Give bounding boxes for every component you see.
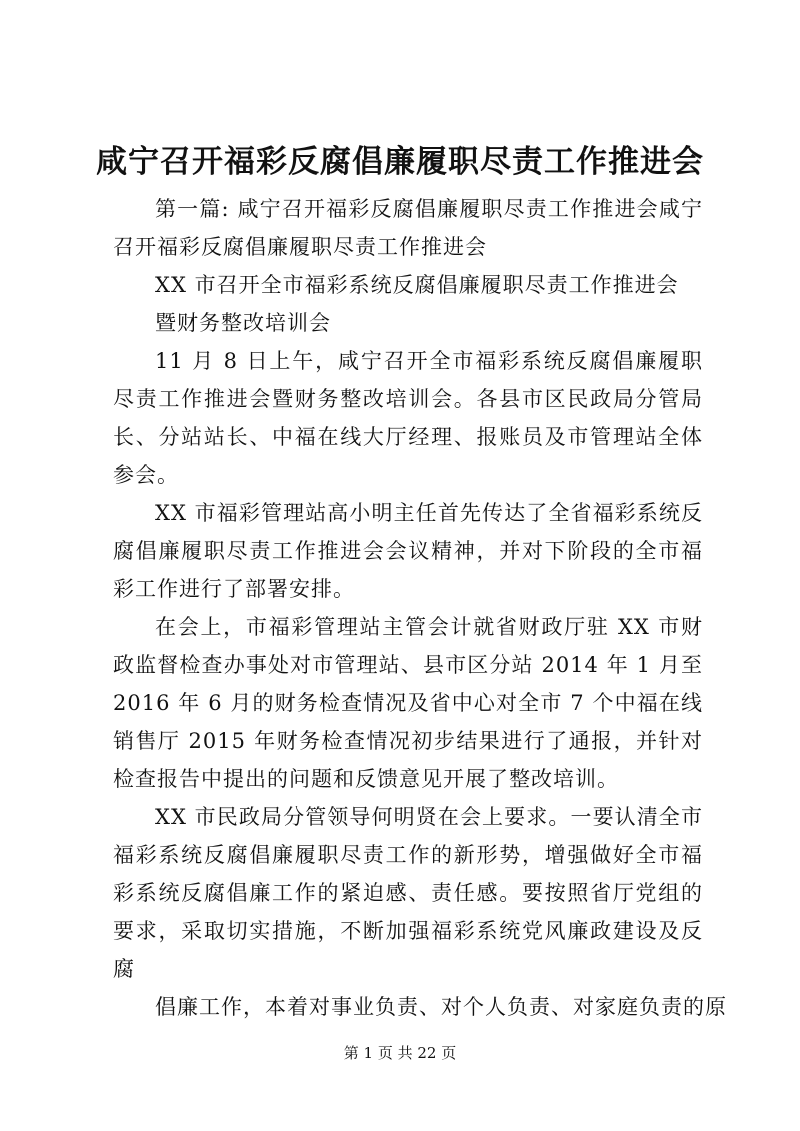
paragraph-7: XX 市民政局分管领导何明贤在会上要求。一要认清全市福彩系统反腐倡廉履职尽责工作的新形势，增强做好全市福彩系统反腐倡廉工作的紧迫感、责任感。要按照省厅党组的要求，采取切实措施，不断加强福彩系统党风廉政建设及反腐: [113, 805, 703, 981]
page-number-footer: 第 1 页 共 22 页: [343, 1044, 457, 1062]
paragraph-5: XX 市福彩管理站高小明主任首先传达了全省福彩系统反腐倡廉履职尽责工作推进会会议精神，并对下阶段的全市福彩工作进行了部署安排。: [113, 501, 703, 601]
paragraph-6: 在会上，市福彩管理站主管会计就省财政厅驻 XX 市财政监督检查办事处对市管理站、县市区分站 2014 年 1 月至 2016 年 6 月的财务检查情况及省中心对全市 7 个中福在线销售厅 2015 年财务检查情况初步结果进行了通报，并针对检查报告中提出的问题和反馈意见开展了整改培训。: [113, 615, 703, 791]
document-title: 咸宁召开福彩反腐倡廉履职尽责工作推进会: [96, 144, 704, 180]
paragraph-2: XX 市召开全市福彩系统反腐倡廉履职尽责工作推进会: [155, 273, 679, 297]
paragraph-3: 暨财务整改培训会: [155, 311, 331, 335]
paragraph-1: 第一篇: 咸宁召开福彩反腐倡廉履职尽责工作推进会咸宁召开福彩反腐倡廉履职尽责工作推进会: [113, 197, 703, 259]
paragraph-8: 倡廉工作，本着对事业负责、对个人负责、对家庭负责的原: [155, 995, 727, 1019]
paragraph-4: 11 月 8 日上午，咸宁召开全市福彩系统反腐倡廉履职尽责工作推进会暨财务整改培训会。各县市区民政局分管局长、分站站长、中福在线大厅经理、报账员及市管理站全体参会。: [113, 349, 703, 487]
document-body: [113, 190, 727, 1026]
